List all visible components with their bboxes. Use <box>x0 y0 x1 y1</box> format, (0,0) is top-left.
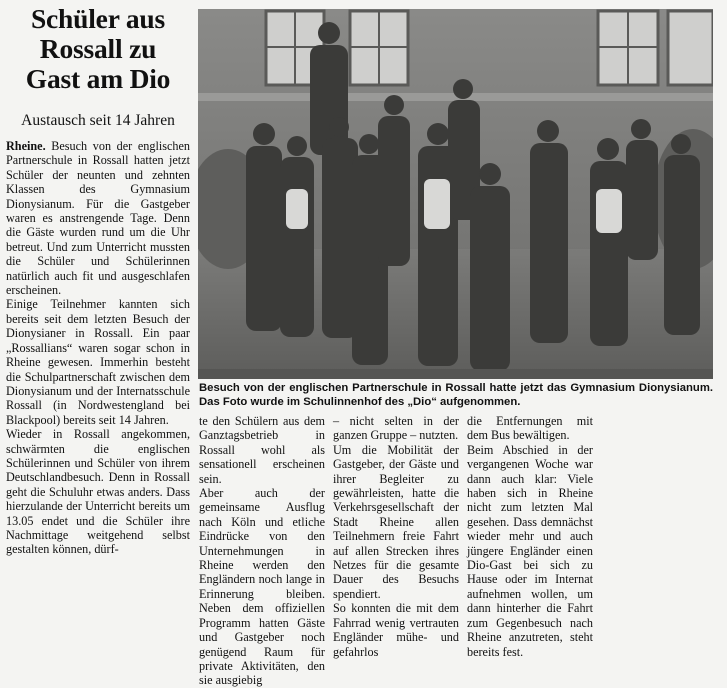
headline-line-1: Schüler aus <box>30 3 166 34</box>
article-subheadline: Austausch seit 14 Jahren <box>21 112 175 129</box>
group-photo <box>198 9 713 379</box>
paragraph: Einige Teilnehmer kannten sich bereits seit dem letzten Besuch der Dionysianer in Rossall. Ein paar „Rossallians“ waren sogar schon in Rheine gewesen. Immerhin besteht die Schulpartnerschaft zwischen dem Dionysianum und der Internatsschule Rossall (in Nordwestengland bei Blackpool) bereits seit 14 Jahren. <box>6 297 190 427</box>
paragraph: Wieder in Rossall angekommen, schwärmten die englischen Schülerinnen und Schüler von ihrem Deutschlandbesuch. Denn in Rossall geht die Schuluhr etwas anders. Dass hierzulande der Unterricht bereits um 13.05 endet und die Schüler ihre Nachmittage weitgehend selbst gestalten können, dürf- <box>6 427 190 557</box>
paragraph: die Entfernungen mit dem Bus bewältigen. <box>467 414 593 443</box>
article-headline <box>6 4 190 94</box>
photo-caption: Besuch von der englischen Partnerschule in Rossall hatte jetzt das Gymnasium Dionysianum. Das Foto wurde im Schulinnenhof des „Dio“ aufgenommen. <box>199 382 713 408</box>
text-column-1 <box>6 139 190 557</box>
paragraph: te den Schülern aus dem Ganztagsbetrieb in Rossall wohl als sensationell erscheinen sein. <box>199 414 325 486</box>
text-column-4 <box>467 414 593 659</box>
text-column-2 <box>199 414 325 688</box>
paragraph: Aber auch der gemeinsame Ausflug nach Köln und etliche Eindrücke von den Unternehmungen in Rheine werden den Engländern noch lange in Erinnerung bleiben. Neben dem offiziellen Programm hatten Gäste und Gastgeber noch genügend Raum für private Aktivitäten, den sie ausgiebig <box>199 486 325 688</box>
paragraph-text: Besuch von der englischen Partnerschule in Rossall hatten jetzt Schüler der neunten und zehnten Klassen des Gymnasium Dionysianum. Für die Gastgeber waren es anstrengende Tage. Denn die Gäste wurden rund um die Uhr betreut. Und zum Unterricht mussten die Schüler und Schülerinnen natürlich auch fit und ausgeschlafen erscheinen. <box>6 139 190 298</box>
paragraph: Beim Abschied in der vergangenen Woche war dann auch klar: Viele haben sich in Rheine nicht zum letzten Mal gesehen. Dass demnächst wieder mehr und auch jüngere Engländer einen Dio-Gast bei sich zu Hause oder im Internat aufnehmen wollen, um dann hinterher die Fahrt zum Gegenbesuch nach Rheine anzutreten, steht bereits fest. <box>467 442 593 659</box>
paragraph <box>6 139 190 297</box>
paragraph: Um die Mobilität der Gastgeber, der Gäste und ihrer Begleiter zu gewährleisten, hatte die Verkehrsgesellschaft der Stadt Rheine allen Teilnehmern freie Fahrt auf allen Strecken ihres Netzes für die gesamte Dauer des Besuchs spendiert. <box>333 442 459 601</box>
text-column-3 <box>333 414 459 659</box>
photo-image <box>198 9 713 379</box>
dateline: Rheine. <box>6 139 46 153</box>
paragraph: – nicht selten in der ganzen Gruppe – nutzten. <box>333 414 459 443</box>
paragraph: So konnten die mit dem Fahrrad wenig vertrauten Engländer mühe- und gefahrlos <box>333 601 459 659</box>
headline-line-2: Rossall zu <box>39 33 157 64</box>
headline-line-3: Gast am Dio <box>25 63 171 94</box>
